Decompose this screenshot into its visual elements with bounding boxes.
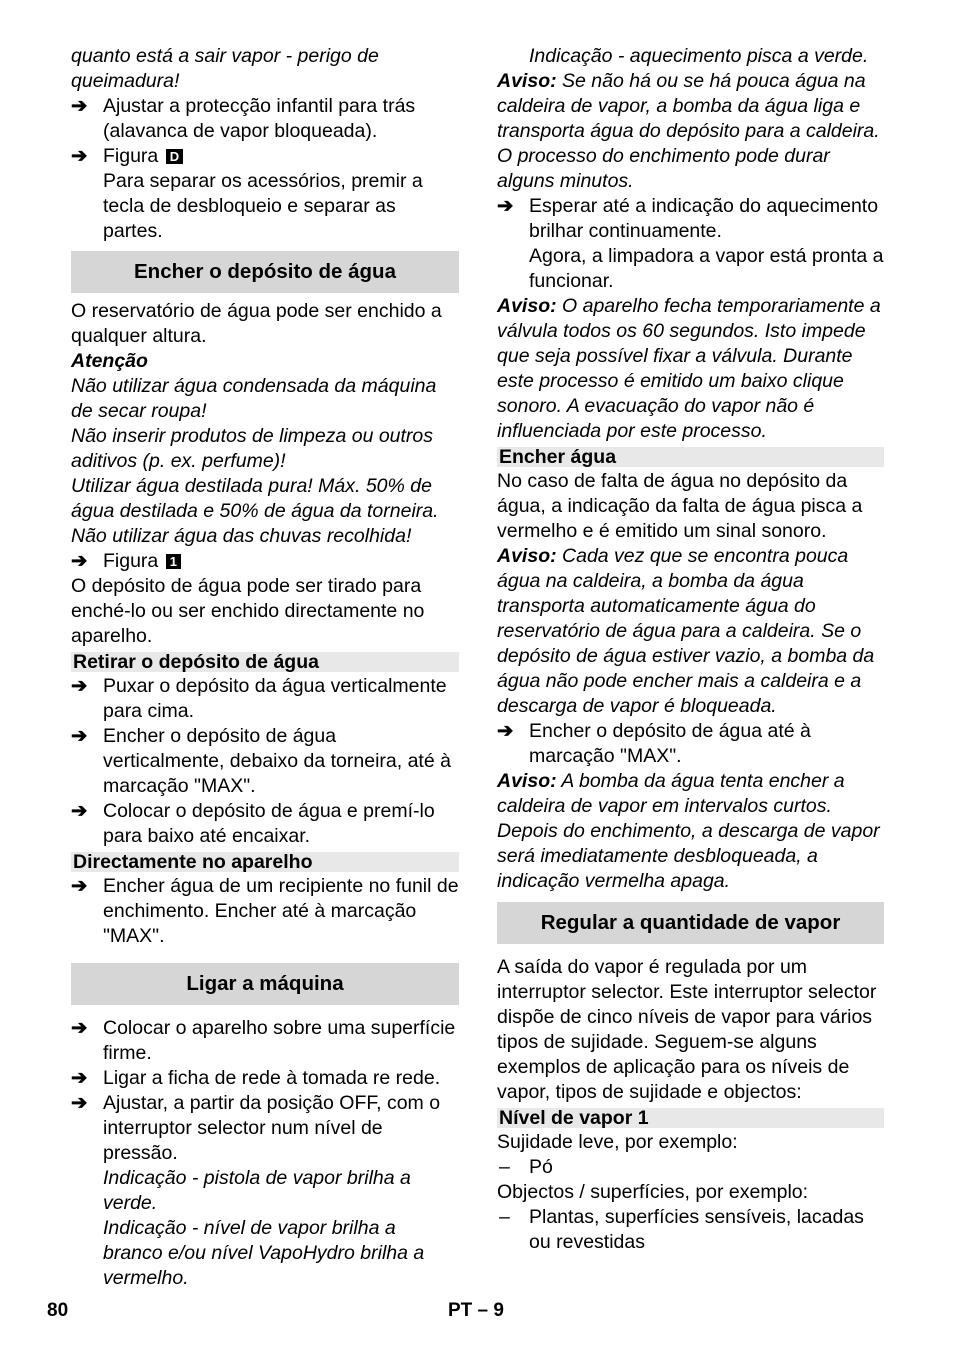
aviso-label: Aviso: <box>497 70 557 92</box>
step-text: Esperar até a indicação do aquecimento brilhar continuamente. <box>529 195 879 242</box>
figure-badge: D <box>166 149 183 164</box>
note-paragraph <box>497 544 884 719</box>
warning-text: Não inserir produtos de limpeza ou outros aditivos (p. ex. perfume)! <box>71 425 434 472</box>
section-heading-start-machine: Ligar a máquina <box>71 963 459 1005</box>
section-page-label: PT – 9 <box>448 1300 504 1321</box>
step <box>71 724 459 799</box>
note-paragraph <box>497 769 884 894</box>
step-figure-d <box>71 144 459 169</box>
page-number: 80 <box>47 1300 69 1321</box>
step-text: Colocar o depósito de água e premí-lo para baixo até encaixar. <box>103 800 435 847</box>
step <box>497 719 884 769</box>
aviso-label: Aviso: <box>497 545 557 567</box>
step-text: Colocar o aparelho sobre uma superfície firme. <box>103 1017 456 1064</box>
note-text: O aparelho fecha temporariamente a válvula todos os 60 segundos. Isto impede que seja possível fixar a válvula. Durante este processo é emitido um baixo clique sonoro. A evacuação do vapor não é influenciada por este processo. <box>497 295 881 442</box>
right-arrow-icon: ➔ <box>71 1017 88 1039</box>
right-arrow-icon: ➔ <box>71 875 88 897</box>
burn-warning-text: quanto está a sair vapor - perigo de queimadura! <box>71 45 379 92</box>
paragraph: O depósito de água pode ser tirado para enché-lo ou ser enchido directamente no aparelho. <box>71 575 425 647</box>
note-text: Cada vez que se encontra pouca água na caldeira, a bomba da água transporta automaticamente água do reservatório de água para a caldeira. Se o depósito de água estiver vazio, a bomba da água não pode encher mais a caldeira e a descarga de vapor é bloqueada. <box>497 545 875 717</box>
paragraph: O reservatório de água pode ser enchido a qualquer altura. <box>71 300 442 347</box>
step-child-lock <box>71 94 459 144</box>
right-arrow-icon: ➔ <box>71 145 88 167</box>
step <box>71 1066 459 1091</box>
subheading-remove-tank: Retirar o depósito de água <box>71 652 459 672</box>
step-text: Ligar a ficha de rede à tomada re rede. <box>103 1067 441 1089</box>
paragraph: A saída do vapor é regulada por um interruptor selector. Este interruptor selector dispõe de cinco níveis de vapor para vários tipos de sujidade. Seguem-se alguns exemplos de aplicação para os níveis de vapor, tipos de sujidade e objectos: <box>497 956 877 1103</box>
step-continuation: Agora, a limpadora a vapor está pronta a funcionar. <box>529 245 884 292</box>
step-text: Encher o depósito de água até à marcação "MAX". <box>529 720 811 767</box>
paragraph: Sujidade leve, por exemplo: <box>497 1131 738 1153</box>
dash-bullet: – <box>499 1156 510 1178</box>
right-column <box>497 44 884 1255</box>
step-text: Puxar o depósito da água verticalmente para cima. <box>103 675 447 722</box>
step-figure-1 <box>71 549 459 574</box>
figure-badge: 1 <box>166 554 181 569</box>
aviso-label: Aviso: <box>497 295 557 317</box>
right-arrow-icon: ➔ <box>71 725 88 747</box>
warning-text: Utilizar água destilada pura! Máx. 50% de água destilada e 50% de água da torneira. Não utilizar água das chuvas recolhida! <box>71 475 439 547</box>
figure-label: Figura <box>103 550 159 572</box>
note-text: Se não há ou se há pouca água na caldeira de vapor, a bomba da água liga e transporta água do depósito para a caldeira. O processo do enchimento pode durar alguns minutos. <box>497 70 880 192</box>
step-text: Encher água de um recipiente no funil de enchimento. Encher até à marcação "MAX". <box>103 875 459 947</box>
step <box>497 194 884 244</box>
aviso-label: Aviso: <box>497 770 557 792</box>
right-arrow-icon: ➔ <box>71 550 88 572</box>
step <box>71 674 459 724</box>
indicator-note: Indicação - aquecimento pisca a verde. <box>529 45 869 67</box>
section-heading-steam-quantity: Regular a quantidade de vapor <box>497 902 884 944</box>
figure-label: Figura <box>103 145 159 167</box>
right-arrow-icon: ➔ <box>71 95 88 117</box>
right-arrow-icon: ➔ <box>71 1067 88 1089</box>
step <box>71 799 459 849</box>
step-text: Ajustar a protecção infantil para trás (alavanca de vapor bloqueada). <box>103 95 416 142</box>
subheading-directly-in-device: Directamente no aparelho <box>71 852 459 872</box>
paragraph: No caso de falta de água no depósito da água, a indicação da falta de água pisca a vermelho e é emitido um sinal sonoro. <box>497 470 863 542</box>
right-arrow-icon: ➔ <box>497 720 514 742</box>
paragraph: Objectos / superfícies, por exemplo: <box>497 1181 809 1203</box>
attention-label: Atenção <box>71 350 148 372</box>
right-arrow-icon: ➔ <box>71 675 88 697</box>
right-arrow-icon: ➔ <box>71 1092 88 1114</box>
dash-list-item <box>497 1155 884 1180</box>
step-text: Ajustar, a partir da posição OFF, com o interruptor selector num nível de pressão. <box>103 1092 441 1164</box>
subheading-steam-level-1: Nível de vapor 1 <box>497 1108 884 1128</box>
left-column <box>71 44 459 1291</box>
indicator-note: Indicação - nível de vapor brilha a branco e/ou nível VapoHydro brilha a vermelho. <box>103 1217 425 1289</box>
list-item-text: Pó <box>529 1156 553 1178</box>
note-paragraph <box>497 69 884 194</box>
step <box>71 1091 459 1166</box>
dash-list-item <box>497 1205 884 1255</box>
step <box>71 1016 459 1066</box>
step-text: Encher o depósito de água verticalmente, debaixo da torneira, até à marcação "MAX". <box>103 725 451 797</box>
section-heading-fill-tank: Encher o depósito de água <box>71 251 459 293</box>
dash-bullet: – <box>499 1206 510 1228</box>
step-continuation: Para separar os acessórios, premir a tecla de desbloqueio e separar as partes. <box>103 170 423 242</box>
note-text: A bomba da água tenta encher a caldeira de vapor em intervalos curtos. Depois do enchimento, a descarga de vapor será imediatamente desbloqueada, a indicação vermelha apaga. <box>497 770 880 892</box>
list-item-text: Plantas, superfícies sensíveis, lacadas ou revestidas <box>529 1206 864 1253</box>
indicator-note: Indicação - pistola de vapor brilha a verde. <box>103 1167 411 1214</box>
right-arrow-icon: ➔ <box>71 800 88 822</box>
warning-text: Não utilizar água condensada da máquina de secar roupa! <box>71 375 437 422</box>
note-paragraph <box>497 294 884 444</box>
subheading-fill-water: Encher água <box>497 447 884 467</box>
right-arrow-icon: ➔ <box>497 195 514 217</box>
step <box>71 874 459 949</box>
